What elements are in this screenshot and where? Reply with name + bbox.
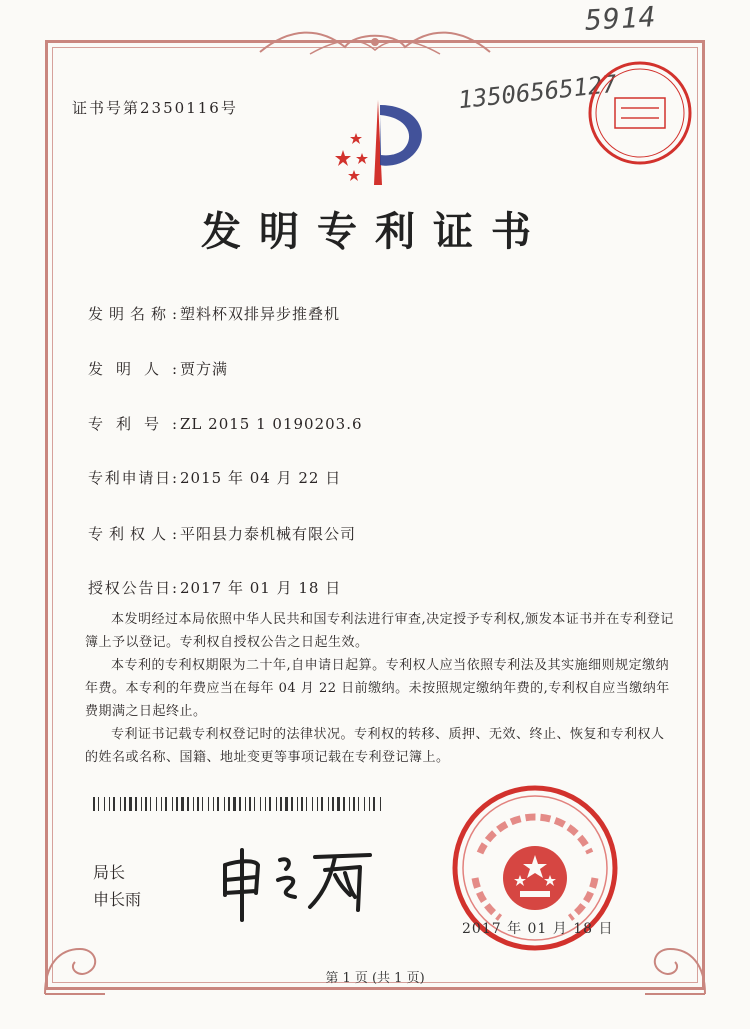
certificate-number <box>72 97 238 118</box>
certificate-number-label: 证书号第 <box>72 99 141 117</box>
corner-ornament-icon <box>40 929 110 999</box>
field-label: 授权公告日: <box>88 579 178 597</box>
field-inventor <box>88 358 228 379</box>
field-application-date <box>88 467 341 488</box>
certificate-number-suffix: 号 <box>220 99 238 117</box>
corner-ornament-icon <box>640 929 710 999</box>
field-patentee <box>88 523 356 544</box>
certificate-body <box>85 608 675 769</box>
director-signature-icon <box>210 835 380 925</box>
field-value: 塑料杯双排异步推叠机 <box>180 305 341 323</box>
field-value: ZL 2015 1 0190203.6 <box>180 415 363 433</box>
field-value: 平阳县力泰机械有限公司 <box>180 525 357 543</box>
field-grant-date <box>88 577 341 598</box>
field-patent-number <box>88 413 363 434</box>
field-label: 发明人: <box>88 360 178 378</box>
agency-stamp-icon <box>585 58 695 168</box>
body-paragraph: 专利证书记载专利权登记时的法律状况。专利权的转移、质押、无效、终止、恢复和专利权人的姓名或名称、国籍、地址变更等事项记载在专利登记簿上。 <box>85 727 665 765</box>
field-value: 2015 年 04 月 22 日 <box>180 469 342 487</box>
field-label: 发明名称: <box>88 305 178 323</box>
body-paragraph: 本专利的专利权期限为二十年,自申请日起算。专利权人应当依照专利法及其实施细则规定缴纳年费。本专利的年费应当在每年 04 月 22 日前缴纳。未按照规定缴纳年费的,专利权自应当缴纳年费期满之日起终止。 <box>85 658 670 719</box>
handwritten-phone: 13506565127 <box>456 69 618 115</box>
field-label: 专利申请日: <box>88 469 178 487</box>
top-ornament-icon <box>250 22 500 62</box>
certificate-number-value: 2350116 <box>140 99 221 117</box>
director-title: 局长 <box>93 863 126 882</box>
barcode-icon <box>93 797 383 811</box>
patent-office-emblem-icon <box>318 95 438 195</box>
handwritten-number: 5914 <box>584 0 658 37</box>
seal-date: 2017 年 01 月 18 日 <box>462 921 614 937</box>
page-title: 发明专利证书 <box>201 208 549 255</box>
body-paragraph: 本发明经过本局依照中华人民共和国专利法进行审查,决定授予专利权,颁发本证书并在专利登记簿上予以登记。专利权自授权公告之日起生效。 <box>85 612 674 650</box>
field-label: 专利权人: <box>88 525 178 543</box>
field-value: 2017 年 01 月 18 日 <box>180 579 342 597</box>
field-invention-name <box>88 303 340 324</box>
director-name: 申长雨 <box>93 890 142 909</box>
field-value: 贾方满 <box>180 360 229 378</box>
field-label: 专利号: <box>88 415 178 433</box>
page-number: 第 1 页 (共 1 页) <box>325 971 425 986</box>
